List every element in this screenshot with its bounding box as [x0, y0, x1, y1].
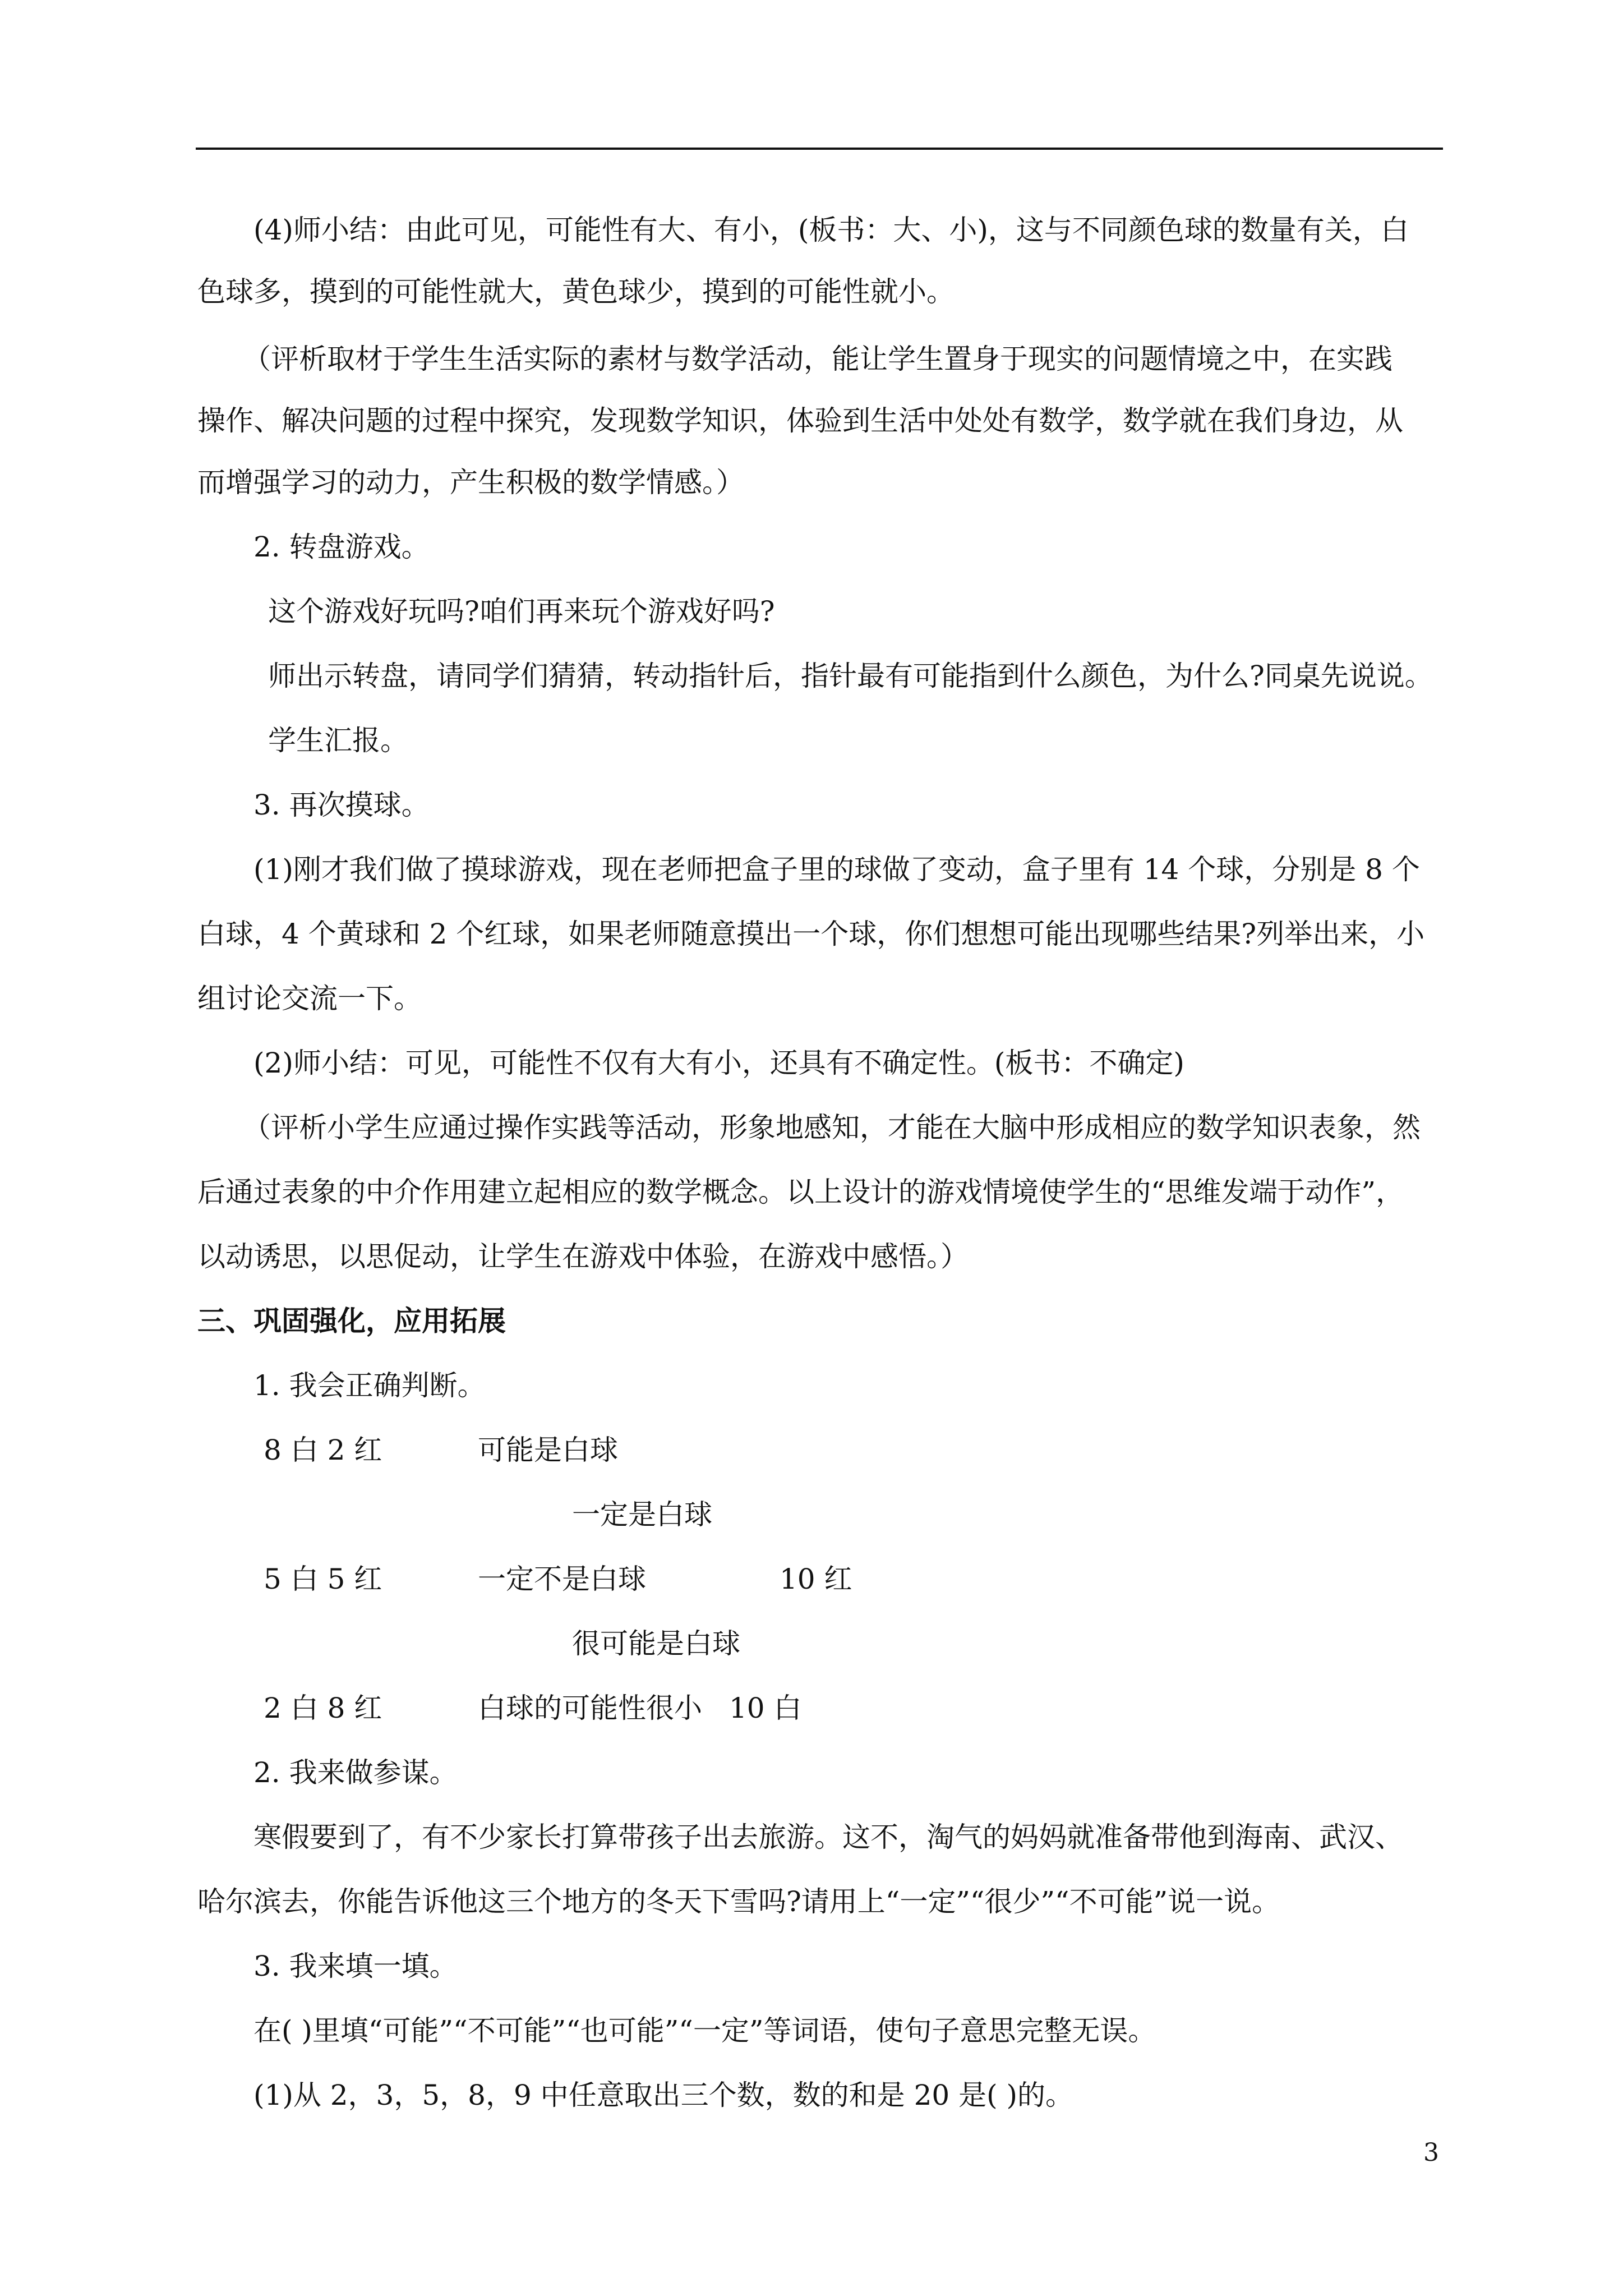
paragraph-line: (1)刚才我们做了摸球游戏，现在老师把盒子里的球做了变动，盒子里有 14 个球，分别是 8 个 — [253, 853, 1420, 886]
exercise-label: 8 白 2 红 — [264, 1434, 382, 1466]
exercise-option: 可能是白球 — [478, 1434, 618, 1466]
paragraph-line: (4)师小结：由此可见，可能性有大、有小，(板书：大、小)，这与不同颜色球的数量有关，白 — [253, 214, 1409, 246]
exercise-option: 很可能是白球 — [572, 1627, 740, 1660]
exercise-option: 一定是白球 — [572, 1498, 712, 1531]
paragraph-line: 白球，4 个黄球和 2 个红球，如果老师随意摸出一个球，你们想想可能出现哪些结果?列举出来，小 — [197, 918, 1425, 950]
paragraph-line: (1)从 2，3，5，8，9 中任意取出三个数，数的和是 20 是( )的。 — [253, 2079, 1073, 2111]
paragraph-line: 以动诱思，以思促动，让学生在游戏中体验，在游戏中感悟。） — [197, 1240, 969, 1273]
paragraph-line: 2. 我来做参谋。 — [253, 1756, 458, 1789]
paragraph-line: 3. 我来填一填。 — [253, 1950, 458, 1982]
paragraph-line: (2)师小结：可见，可能性不仅有大有小，还具有不确定性。(板书：不确定) — [253, 1047, 1184, 1079]
paragraph-line: 色球多，摸到的可能性就大，黄色球少，摸到的可能性就小。 — [197, 275, 955, 308]
exercise-label: 10 白 — [729, 1692, 802, 1724]
paragraph-line: 哈尔滨去，你能告诉他这三个地方的冬天下雪吗?请用上“一定”“很少”“不可能”说一说。 — [197, 1885, 1280, 1918]
exercise-label: 10 红 — [780, 1563, 852, 1595]
exercise-option: 白球的可能性很小 — [478, 1692, 702, 1724]
paragraph-line: 操作、解决问题的过程中探究，发现数学知识，体验到生活中处处有数学，数学就在我们身边，从 — [197, 404, 1403, 437]
header-rule — [196, 148, 1443, 150]
paragraph-line: 在( )里填“可能”“不可能”“也可能”“一定”等词语，使句子意思完整无误。 — [253, 2014, 1156, 2047]
exercise-option: 一定不是白球 — [478, 1563, 646, 1595]
section-heading: 三、巩固强化，应用拓展 — [197, 1305, 506, 1337]
paragraph-line: （评析取材于学生生活实际的素材与数学活动，能让学生置身于现实的问题情境之中，在实践 — [243, 343, 1393, 375]
paragraph-line: （评析小学生应通过操作实践等活动，形象地感知，才能在大脑中形成相应的数学知识表象，然 — [243, 1111, 1421, 1144]
exercise-label: 5 白 5 红 — [264, 1563, 382, 1595]
paragraph-line: 后通过表象的中介作用建立起相应的数学概念。以上设计的游戏情境使学生的“思维发端于动作”， — [197, 1176, 1404, 1208]
paragraph-line: 寒假要到了，有不少家长打算带孩子出去旅游。这不，淘气的妈妈就准备带他到海南、武汉、 — [253, 1821, 1403, 1853]
exercise-label: 2 白 8 红 — [264, 1692, 382, 1724]
paragraph-line: 1. 我会正确判断。 — [253, 1369, 486, 1402]
paragraph-line: 2. 转盘游戏。 — [253, 531, 430, 563]
page-number: 3 — [1423, 2138, 1439, 2167]
paragraph-line: 这个游戏好玩吗?咱们再来玩个游戏好吗? — [268, 595, 775, 628]
paragraph-line: 师出示转盘，请同学们猜猜，转动指针后，指针最有可能指到什么颜色，为什么?同桌先说说。 — [268, 660, 1433, 692]
paragraph-line: 组讨论交流一下。 — [197, 982, 422, 1015]
paragraph-line: 学生汇报。 — [268, 724, 408, 757]
paragraph-line: 3. 再次摸球。 — [253, 789, 430, 821]
paragraph-line: 而增强学习的动力，产生积极的数学情感。） — [197, 466, 744, 499]
